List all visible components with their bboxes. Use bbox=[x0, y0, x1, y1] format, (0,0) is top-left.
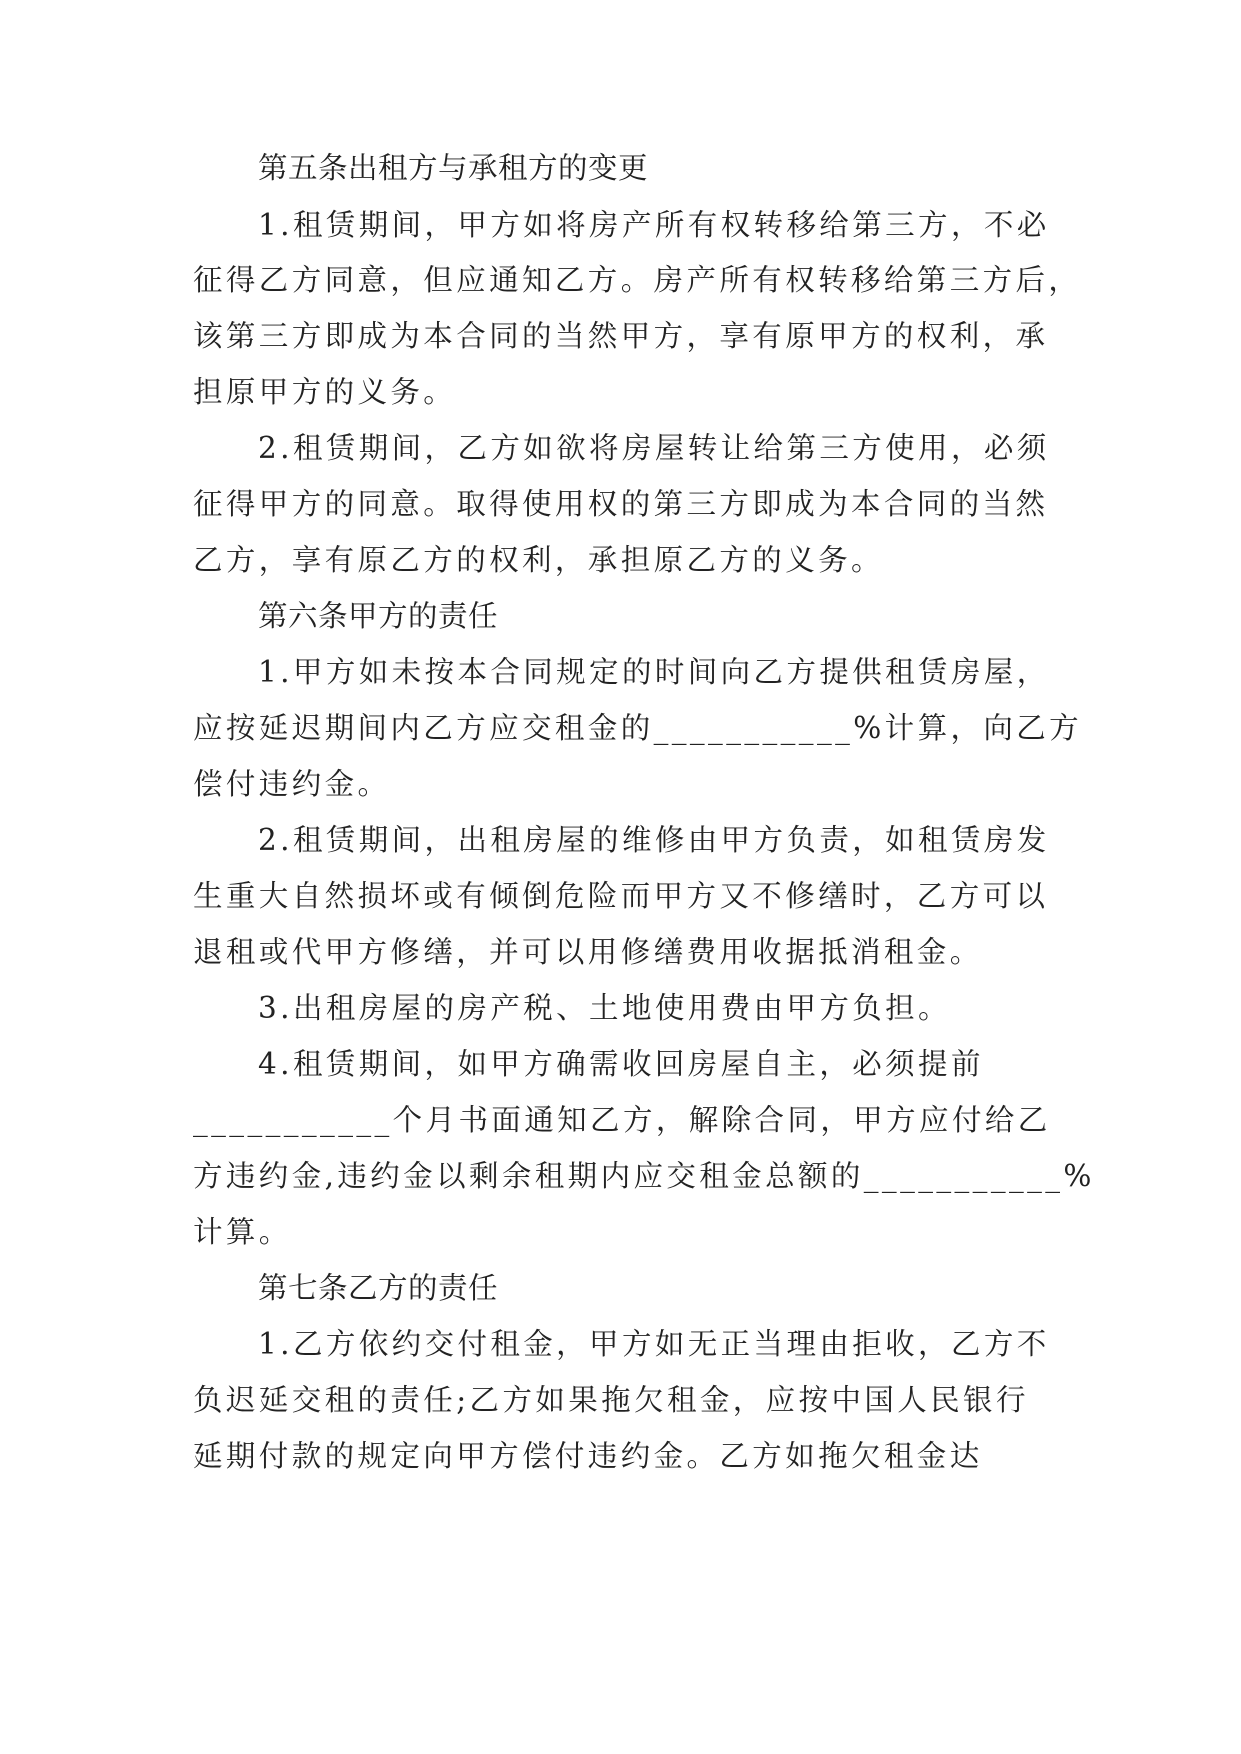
paragraph-line: 计算。 bbox=[193, 1215, 292, 1249]
paragraph-line: 2.租赁期间，乙方如欲将房屋转让给第三方使用，必须 bbox=[258, 431, 1050, 465]
paragraph-line: 征得乙方同意，但应通知乙方。房产所有权转移给第三方后， bbox=[193, 263, 1082, 297]
paragraph-line: 1.乙方依约交付租金，甲方如无正当理由拒收，乙方不 bbox=[258, 1327, 1050, 1361]
paragraph-line: 应按延迟期间内乙方应交租金的___________%计算，向乙方 bbox=[193, 711, 1083, 745]
paragraph-line: 方违约金,违约金以剩余租期内应交租金总额的___________% bbox=[193, 1159, 1095, 1193]
paragraph-line: 该第三方即成为本合同的当然甲方，享有原甲方的权利，承 bbox=[193, 319, 1049, 353]
paragraph-line: 负迟延交租的责任;乙方如果拖欠租金，应按中国人民银行 bbox=[193, 1383, 1029, 1417]
paragraph-line: 退租或代甲方修缮，并可以用修缮费用收据抵消租金。 bbox=[193, 935, 983, 969]
section-heading-5: 第五条出租方与承租方的变更 bbox=[258, 151, 649, 185]
paragraph-line: 生重大自然损坏或有倾倒危险而甲方又不修缮时，乙方可以 bbox=[193, 879, 1049, 913]
section-heading-7: 第七条乙方的责任 bbox=[258, 1271, 499, 1305]
paragraph-line: 担原甲方的义务。 bbox=[193, 375, 457, 409]
paragraph-line: 1.甲方如未按本合同规定的时间向乙方提供租赁房屋， bbox=[258, 655, 1050, 689]
paragraph-line: 4.租赁期间，如甲方确需收回房屋自主，必须提前 bbox=[258, 1047, 984, 1081]
paragraph-line: 3.出租房屋的房产税、土地使用费由甲方负担。 bbox=[258, 991, 951, 1025]
paragraph-line: 1.租赁期间，甲方如将房产所有权转移给第三方，不必 bbox=[258, 208, 1050, 242]
section-heading-6: 第六条甲方的责任 bbox=[258, 599, 499, 633]
paragraph-line: 征得甲方的同意。取得使用权的第三方即成为本合同的当然 bbox=[193, 487, 1049, 521]
paragraph-line: 2.租赁期间，出租房屋的维修由甲方负责，如租赁房发 bbox=[258, 823, 1050, 857]
paragraph-line: 乙方，享有原乙方的权利，承担原乙方的义务。 bbox=[193, 543, 884, 577]
paragraph-line: 延期付款的规定向甲方偿付违约金。乙方如拖欠租金达 bbox=[193, 1439, 983, 1473]
paragraph-line: 偿付违约金。 bbox=[193, 767, 391, 801]
paragraph-line: ___________个月书面通知乙方，解除合同，甲方应付给乙 bbox=[193, 1103, 1051, 1137]
